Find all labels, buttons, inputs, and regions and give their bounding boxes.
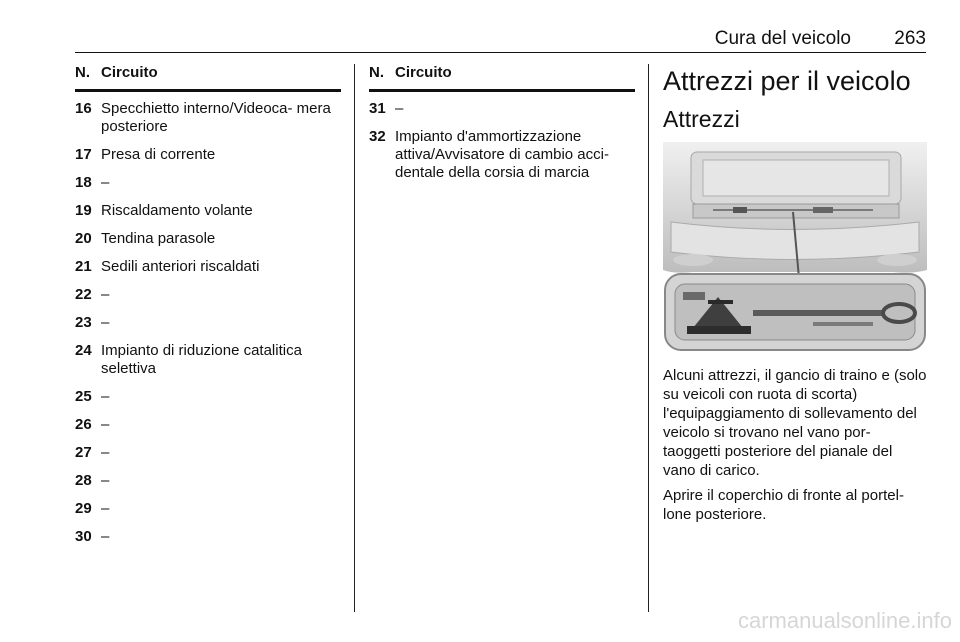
- page-number: 263: [894, 28, 926, 49]
- circuit-number: 18: [75, 174, 92, 191]
- circuit-description: Specchietto interno/Videoca- mera posteriore: [101, 100, 331, 135]
- circuit-description: –: [101, 416, 110, 433]
- section-title: Attrezzi per il veicolo: [663, 66, 911, 96]
- circuit-number: 30: [75, 528, 92, 545]
- circuit-description: –: [101, 472, 110, 489]
- circuit-description: –: [101, 286, 110, 303]
- fuse-table-left: [75, 64, 341, 556]
- circuit-number: 17: [75, 146, 92, 163]
- section-subtitle: Attrezzi: [663, 106, 740, 132]
- circuit-number: 24: [75, 342, 92, 359]
- circuit-description: Riscaldamento volante: [101, 202, 253, 219]
- circuit-description: Presa di corrente: [101, 146, 216, 163]
- circuit-number: 27: [75, 444, 92, 461]
- circuit-number: 31: [369, 100, 386, 117]
- circuit-number: 22: [75, 286, 92, 303]
- circuit-description: Impianto di riduzione catalitica selettiva: [101, 342, 302, 377]
- table-row: [75, 500, 341, 518]
- body-paragraph: Aprire il coperchio di fronte al portel- lone posteriore.: [663, 487, 904, 523]
- table-row: [75, 202, 341, 220]
- table-row: [75, 230, 341, 248]
- body-paragraph: Alcuni attrezzi, il gancio di traino e (solo su veicoli con ruota di scorta) l'equipaggiamento di sollevamento del veicolo si trovano nel vano por- taoggetti posteriore del pianale del vano di carico.: [663, 367, 927, 479]
- col-header-number: N.: [369, 64, 384, 81]
- circuit-description: Tendina parasole: [101, 230, 216, 247]
- circuit-description: Impianto d'ammortizzazione attiva/Avvisatore di cambio acci- dentale della corsia di marcia: [395, 128, 609, 181]
- circuit-description: –: [101, 528, 110, 545]
- column-divider: [648, 64, 649, 612]
- fuse-table-right: [369, 64, 635, 192]
- circuit-number: 21: [75, 258, 92, 275]
- circuit-description: Sedili anteriori riscaldati: [101, 258, 260, 275]
- table-row: [369, 100, 635, 118]
- col-header-circuit: Circuito: [395, 64, 452, 81]
- circuit-number: 19: [75, 202, 92, 219]
- circuit-number: 29: [75, 500, 92, 517]
- table-row: [369, 128, 635, 182]
- circuit-description: –: [101, 314, 110, 331]
- table-row: [75, 416, 341, 434]
- circuit-description: –: [101, 388, 110, 405]
- page-header: [75, 28, 926, 53]
- circuit-number: 32: [369, 128, 386, 145]
- table-row: [75, 174, 341, 192]
- table-row: [75, 444, 341, 462]
- table-row: [75, 528, 341, 546]
- col-header-number: N.: [75, 64, 90, 81]
- circuit-description: –: [101, 174, 110, 191]
- table-row: [75, 146, 341, 164]
- table-row: [75, 314, 341, 332]
- table-row: [75, 100, 341, 136]
- table-header: [369, 64, 635, 92]
- header-title: Cura del veicolo: [714, 28, 851, 49]
- circuit-number: 16: [75, 100, 92, 117]
- vehicle-tools-illustration: [663, 142, 927, 352]
- circuit-number: 26: [75, 416, 92, 433]
- circuit-description: –: [101, 444, 110, 461]
- circuit-number: 25: [75, 388, 92, 405]
- table-row: [75, 258, 341, 276]
- column-divider: [354, 64, 355, 612]
- table-row: [75, 286, 341, 304]
- circuit-number: 28: [75, 472, 92, 489]
- table-row: [75, 472, 341, 490]
- circuit-description: –: [395, 100, 404, 117]
- table-row: [75, 342, 341, 378]
- table-row: [75, 388, 341, 406]
- watermark: carmanualsonline.info: [737, 608, 952, 633]
- circuit-number: 20: [75, 230, 92, 247]
- table-header: [75, 64, 341, 92]
- circuit-number: 23: [75, 314, 92, 331]
- circuit-description: –: [101, 500, 110, 517]
- tools-section: [663, 64, 927, 530]
- col-header-circuit: Circuito: [101, 64, 158, 81]
